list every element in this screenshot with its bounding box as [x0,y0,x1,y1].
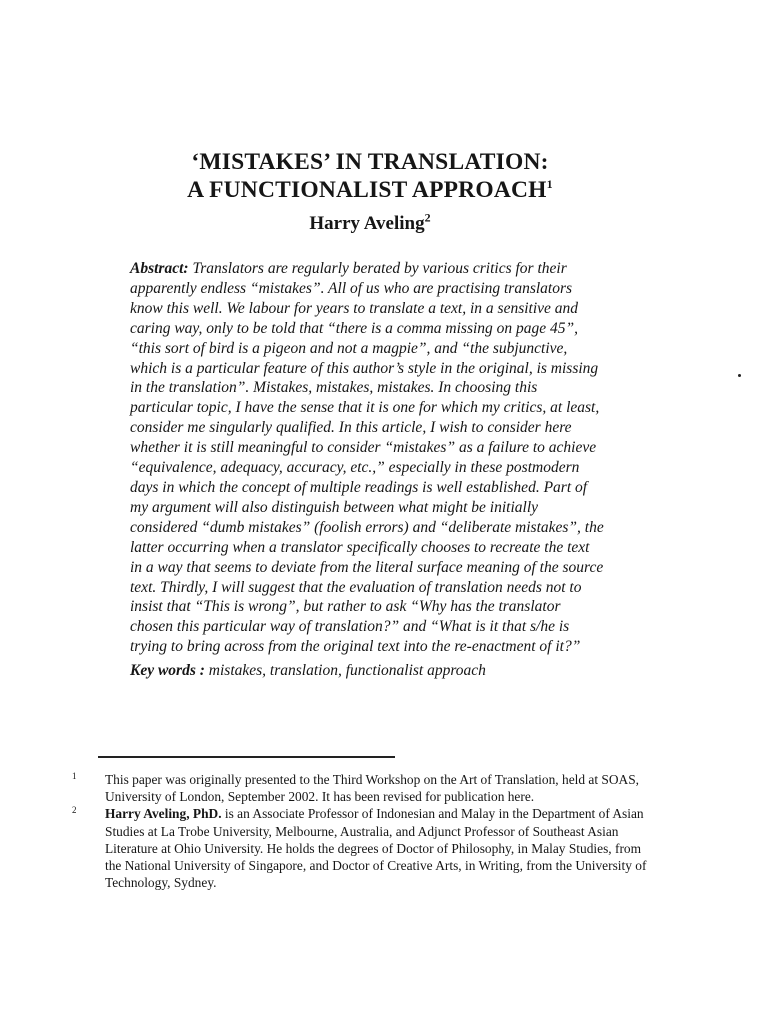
article-title-line-2 [0,176,740,204]
keywords-text: mistakes, translation, functionalist approach [208,662,486,680]
abstract-block [130,259,604,681]
footnote-2 [72,805,660,891]
keywords-line [130,661,604,681]
abstract-text: Translators are regularly berated by various critics for their apparently endless “mistakes”. All of us who are practising translators know this well. We labour for years to translate a text, in a sensitive and caring way, only to be told that “there is a comma missing on page 45”, “this sort of bird is a pigeon and not a magpie”, and “the subjunctive, which is a particular feature of this author’s style in the original, is missing in the translation”. Mistakes, mistakes, mistakes. In choosing this particular topic, I have the sense that it is one for which my critics, at least, consider me singularly qualified. In this article, I wish to consider here whether it is still meaningful to consider “mistakes” as a failure to achieve “equivalence, adequacy, accuracy, etc.,” especially in these postmodern days in which the concept of multiple readings is well established. Part of my argument will also distinguish between what might be initially considered “dumb mistakes” (foolish errors) and “deliberate mistakes”, the latter occurring when a translator specifically chooses to recreate the text in a way that seems to deviate from the literal surface meaning of the source text. Thirdly, I will suggest that the evaluation of translation needs not to insist that “This is wrong”, but rather to ask “Why has the translator chosen this particular way of translation?” and “What is it that s/he is trying to bring across from the original text into the re-enactment of it?” [130,260,604,656]
scan-speck [738,374,741,377]
footnote-number: 1 [72,771,77,781]
keywords-label: Key words : [130,662,205,680]
footnotes [72,771,660,891]
author-line [0,212,740,236]
footnote-separator [98,756,395,758]
title-footnote-ref[interactable]: 1 [546,177,553,192]
author-footnote-ref[interactable]: 2 [424,210,431,225]
footnote-1 [72,771,660,805]
footnote-bold-text: Harry Aveling, PhD. [105,806,222,822]
author-name: Harry Aveling [309,213,425,234]
article-title-text: A FUNCTIONALIST APPROACH [187,177,547,203]
footnote-text: is an Associate Professor of Indonesian and Malay in the Department of Asian Studies at La Trobe University, Melbourne, Australia, and Adjunct Professor of Southeast Asian Literature at Ohio University. He holds the degrees of Doctor of Philosophy, in Malay Studies, from the National University of Singapore, and Doctor of Creative Arts, in Writing, from the University of Technology, Sydney. [105,806,647,891]
article-header [0,148,740,236]
footnote-text: This paper was originally presented to the Third Workshop on the Art of Translation, held at SOAS, University of London, September 2002. It has been revised for publication here. [105,772,639,805]
footnote-number: 2 [72,805,77,816]
article-title-line-1: ‘MISTAKES’ IN TRANSLATION: [191,149,549,175]
abstract-label: Abstract: [130,260,189,277]
abstract-paragraph [130,259,604,657]
